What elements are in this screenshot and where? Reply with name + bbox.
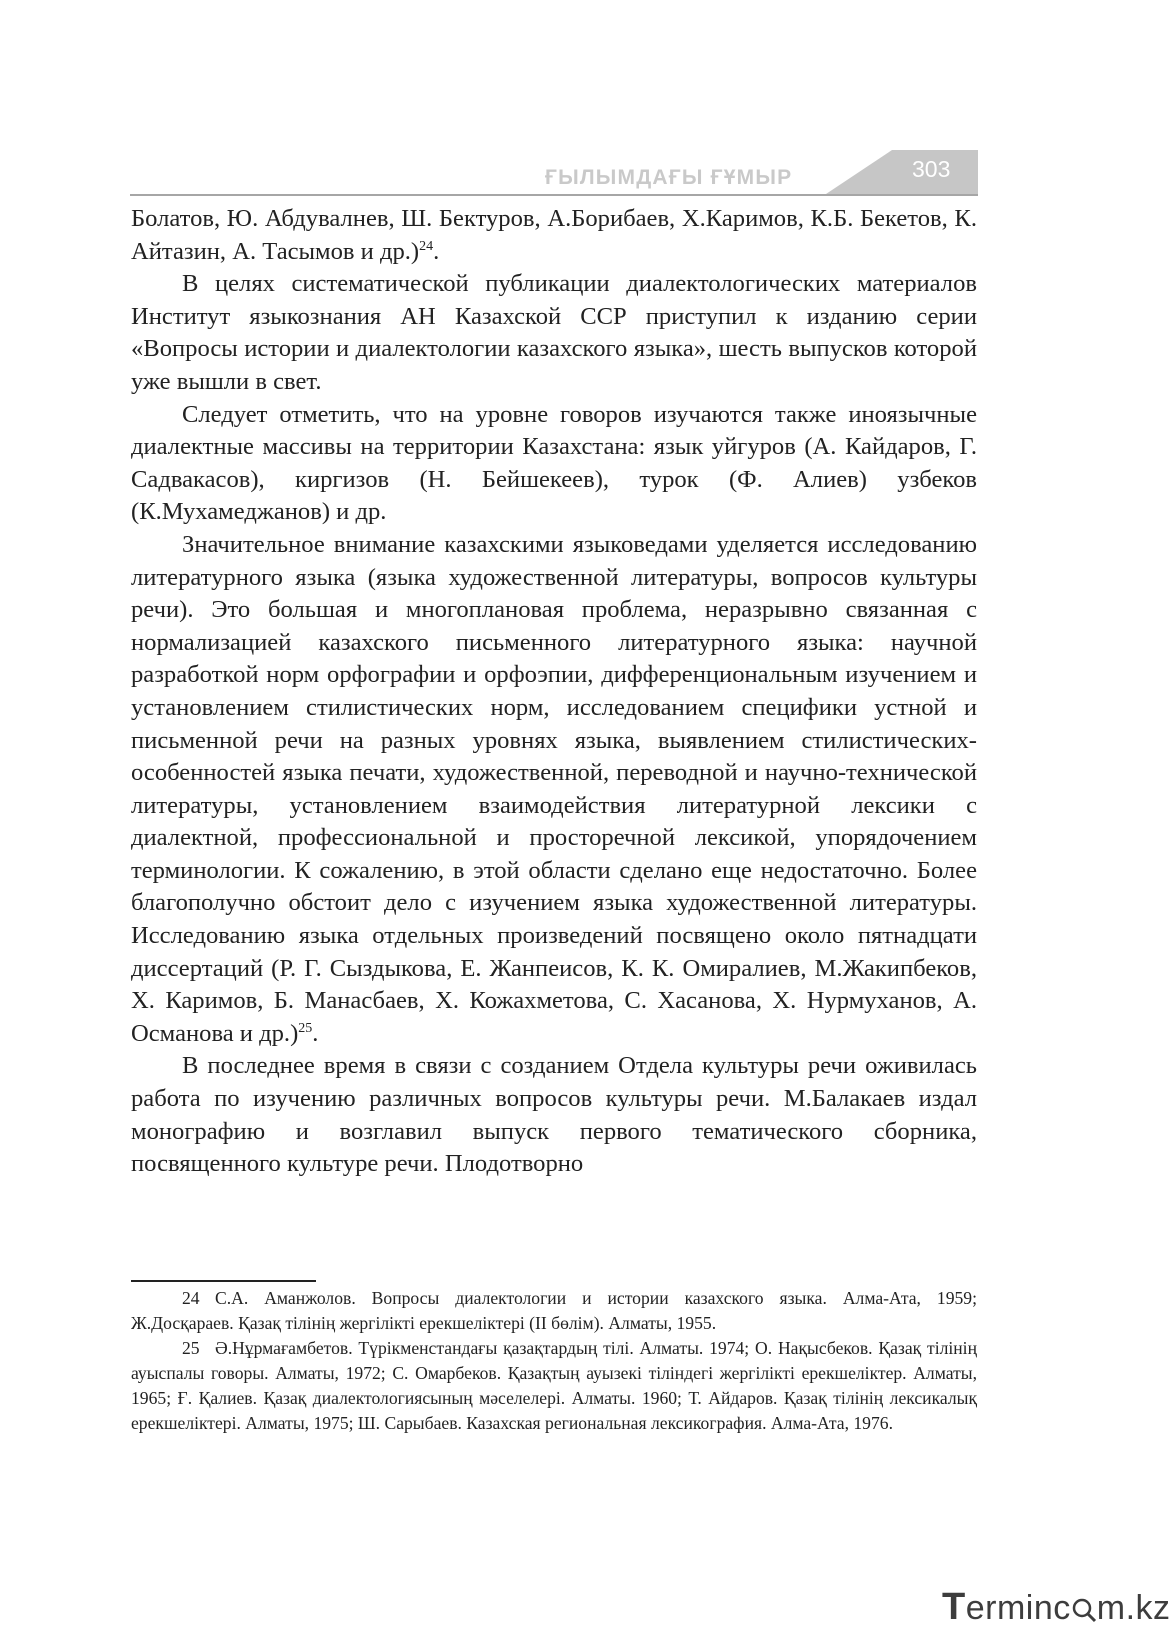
footnotes xyxy=(131,1286,977,1436)
paragraph xyxy=(131,529,977,1051)
logo-text: erminc xyxy=(965,1589,1071,1627)
paragraph: В последнее время в связи с созданием Отдела культуры речи оживилась работа по изучению различных вопросов культуры речи. М.Балакаев издал монографию и возглавил выпуск первого тематического сборника, посвященного культуре речи. Плодотворно xyxy=(131,1052,977,1178)
body-text xyxy=(131,203,977,1181)
footnote xyxy=(131,1286,977,1336)
footnote-number: 24 xyxy=(182,1288,200,1308)
footnote-ref-25[interactable]: 25 xyxy=(298,1020,313,1036)
header-page-tab xyxy=(826,150,978,194)
footnote-number: 25 xyxy=(182,1338,200,1358)
paragraph-end: . xyxy=(433,237,440,265)
header-rule xyxy=(130,194,978,196)
magnifier-icon xyxy=(1071,1593,1097,1619)
page-number: 303 xyxy=(912,156,951,182)
logo-domain: m.kz xyxy=(1096,1589,1171,1627)
paragraph: В целях систематической публикации диалектологических материалов Институт языкознания АН Казахской ССР приступил к изданию серии «Вопросы истории и диалектологии казахского языка», шесть выпусков которой уже вышли в свет. xyxy=(131,270,977,395)
running-header-title: ҒЫЛЫМДАҒЫ ҒҰМЫР xyxy=(545,166,793,189)
termincom-logo[interactable] xyxy=(942,1586,1171,1629)
paragraph xyxy=(131,203,977,268)
paragraph-text: Значительное внимание казахскими языковедами уделяется исследованию литературного языка (языка художественной литературы, вопросов культуры речи). Это большая и многоплановая проблема, неразрывно связанная с нормализацией казахского письменного литературного языка: научной разработкой норм орфографии и орфоэпии, дифференциональным изучением и установлением стилистических норм, исследованием специфики устной и письменной речи на разных уровнях языка, выявлением стилистических-особенностей языка печати, художественной, переводной и научно-технической литературы, установлением взаимодействия литературной лексики с диалектной, профессиональной и просторечной лексикой, упорядочением терминологии. К сожалению, в этой области сделано еще недостаточно. Более благополучно обстоит дело с изучением языка художественной литературы. Исследованию языка отдельных произведений посвящено около пятнадцати диссертаций (Р. Г. Сыздыкова, Е. Жанпеисов, К. К. Омиралиев, М.Жакипбеков, Х. Каримов, Б. Манасбаев, Х. Кожахметова, С. Хасанова, Х. Нурмуханов, А. Османова и др.) xyxy=(131,530,977,1047)
footnote-ref-24[interactable]: 24 xyxy=(419,238,434,254)
footnote-text: С.А. Аманжолов. Вопросы диалектологии и истории казахского языка. Алма-Ата, 1959; Ж.Досқараев. Қазақ тілінің жергілікті ерекшеліктері (II бөлім). Алматы, 1955. xyxy=(131,1288,977,1333)
paragraph-end: . xyxy=(312,1019,319,1047)
footnote-text: Ә.Нұрмағамбетов. Түрікменстандағы қазақтардың тілі. Алматы. 1974; О. Нақысбеков. Қазақ тілінің ауыспалы говоры. Алматы, 1972; С. Омарбеков. Қазақтың ауызекі тіліндегі жергілікті ерекшеліктер. Алматы, 1965; Ғ. Қалиев. Қазақ диалектологиясының мәселелері. Алматы. 1960; Т. Айдаров. Қазақ тілінің лексикалық ерекшеліктері. Алматы, 1975; Ш. Сарыбаев. Казахская региональная лексикография. Алма-Ата, 1976. xyxy=(131,1338,977,1433)
logo-initial: T xyxy=(942,1586,966,1628)
footnote xyxy=(131,1336,977,1436)
paragraph: Следует отметить, что на уровне говоров изучаются также иноязычные диалектные массивы на территории Казахстана: язык уйгуров (А. Кайдаров, Г. Садвакасов), киргизов (Н. Бейшекеев), турок (Ф. Алиев) узбеков (К.Мухамеджанов) и др. xyxy=(131,400,977,526)
footnote-separator xyxy=(131,1280,316,1282)
paragraph-text: Болатов, Ю. Абдувалнев, Ш. Бектуров, А.Борибаев, Х.Каримов, К.Б. Бекетов, К. Айтазин, А. Тасымов и др.) xyxy=(131,205,977,265)
